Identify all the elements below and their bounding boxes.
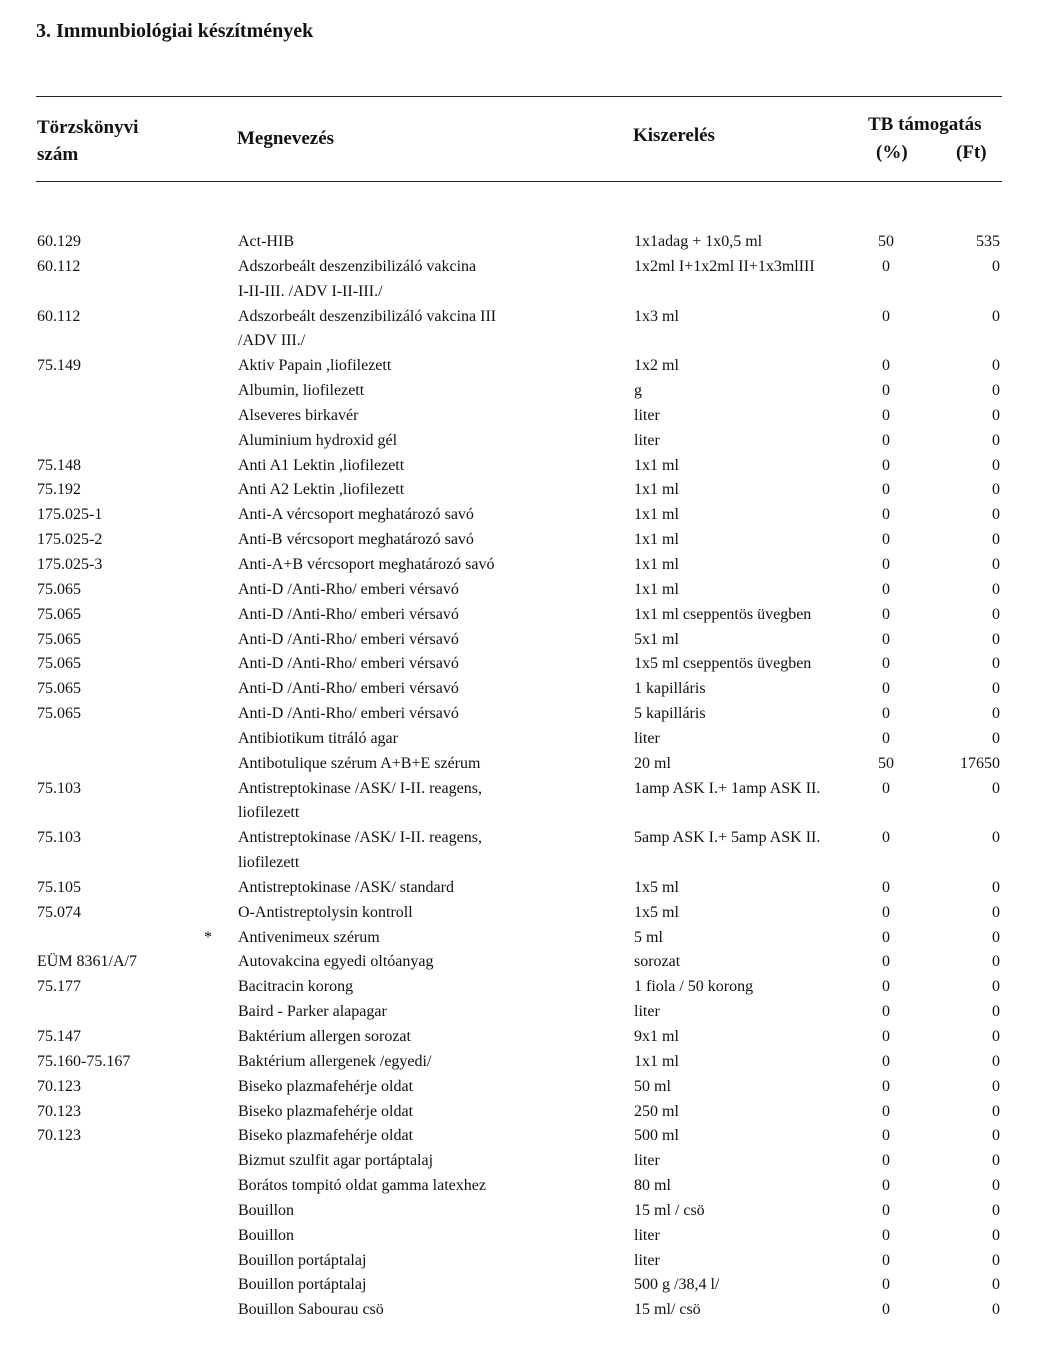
ft-cell: 0 [992,1028,1000,1045]
table-row [0,1174,1050,1199]
pct-cell: 0 [882,307,890,325]
pct-cell: 0 [882,1276,890,1294]
pct-cell: 0 [882,1127,890,1145]
pack-cell: 1amp ASK I.+ 1amp ASK II. [634,779,821,797]
ft-cell: 0 [992,1052,1000,1070]
header-bottom-rule [36,181,1002,182]
name-cell: Anti-D /Anti-Rho/ emberi vérsavó [238,630,459,648]
table-row [0,1249,1050,1274]
name-cell: liofilezett [238,804,300,822]
pct-cell: 0 [882,829,890,847]
name-cell: I-II-III. /ADV I-II-III./ [238,282,383,300]
table-row [0,503,1050,528]
ft-cell: 0 [992,605,1000,623]
header-top-rule [36,96,1002,97]
reg-no-cell: 75.105 [37,878,81,896]
pack-cell: 5 kapilláris [634,705,706,723]
pack-cell: 5x1 ml [634,630,679,648]
table-row [0,1224,1050,1249]
table-row [0,677,1050,702]
reg-no-header: Törzskönyvi [37,117,139,138]
table-row [0,379,1050,404]
ft-cell: 0 [992,1201,1000,1219]
pct-cell: 0 [882,506,890,524]
reg-no-cell: 75.147 [37,1028,81,1045]
name-cell: Anti A1 Lektin ,liofilezett [238,456,405,474]
ft-cell: 0 [992,655,1000,673]
pack-cell: liter [634,729,660,747]
pack-cell: 1x1adag + 1x0,5 ml [634,233,763,250]
pct-cell: 0 [882,1177,890,1195]
name-cell: Baktérium allergenek /egyedi/ [238,1052,432,1070]
table-row [0,603,1050,628]
ft-cell: 535 [976,233,1000,250]
table-row [0,1100,1050,1125]
table-row [0,926,1050,951]
pct-cell: 0 [882,1052,890,1070]
name-cell: Antibiotikum titráló agar [238,729,398,747]
pack-cell: 1x5 ml [634,903,679,921]
ft-cell: 0 [992,705,1000,723]
reg-no-cell: 75.065 [37,605,81,623]
pack-cell: 5 ml [634,928,663,946]
name-cell: Adszorbeált deszenzibilizáló vakcina III [238,307,497,325]
table-row [0,1050,1050,1075]
pct-cell: 0 [882,878,890,896]
name-cell: Anti-B vércsoport meghatározó savó [238,531,474,549]
ft-cell: 0 [992,829,1000,847]
table-row [0,826,1050,851]
table-row [0,454,1050,479]
table-row [0,1075,1050,1100]
ft-cell: 0 [992,680,1000,698]
table-row [0,851,1050,876]
name-cell: Borátos tompitó oldat gamma latexhez [238,1177,486,1195]
reg-no-cell: 60.112 [37,307,81,325]
name-cell: Baird - Parker alapagar [238,1003,387,1021]
table-row [0,702,1050,727]
pack-cell: 1x1 ml [634,555,679,573]
ft-cell: 0 [992,1226,1000,1244]
ft-cell: 0 [992,903,1000,921]
pack-cell: 1x1 ml [634,506,679,524]
reg-no-cell: 75.192 [37,481,81,499]
pack-cell: 50 ml [634,1077,671,1095]
pack-cell: sorozat [634,953,681,971]
reg-no-cell: 75.065 [37,705,81,723]
row-mark: * [204,928,212,946]
pct-cell: 0 [882,903,890,921]
ft-cell: 0 [992,406,1000,424]
name-cell: Anti-A vércsoport meghatározó savó [238,506,474,524]
reg-no-cell: 70.123 [37,1127,81,1145]
table-row [0,329,1050,354]
pct-cell: 0 [882,1226,890,1244]
name-cell: Anti-A+B vércsoport meghatározó savó [238,555,495,573]
pct-cell: 0 [882,580,890,598]
pack-cell: 500 g /38,4 l/ [634,1276,720,1294]
table-row [0,801,1050,826]
pct-cell: 0 [882,1301,890,1319]
pack-cell: 500 ml [634,1127,679,1145]
pct-cell: 0 [882,1077,890,1095]
pack-cell: 20 ml [634,754,671,772]
reg-no-cell: 75.103 [37,779,81,797]
tb-support-header: TB támogatás [868,114,982,135]
pack-cell: 15 ml / csö [634,1201,705,1219]
pack-cell: 1x2 ml [634,357,679,375]
reg-no-cell: 75.065 [37,680,81,698]
ft-header: (Ft) [956,142,987,163]
pack-cell: 250 ml [634,1102,679,1120]
ft-cell: 0 [992,506,1000,524]
name-header: Megnevezés [237,128,335,149]
reg-no-cell: 175.025-2 [37,531,103,549]
name-cell: Biseko plazmafehérje oldat [238,1077,414,1095]
pack-cell: 15 ml/ csö [634,1301,701,1319]
ft-cell: 0 [992,1003,1000,1021]
pack-cell: g [634,382,642,400]
name-cell: Bacitracin korong [238,978,354,996]
table-row [0,628,1050,653]
pct-header: (%) [876,142,908,163]
ft-cell: 0 [992,1077,1000,1095]
name-cell: Albumin, liofilezett [238,382,365,400]
pct-cell: 50 [878,754,894,772]
page-title: 3. Immunbiológiai készítmények [36,20,314,42]
ft-cell: 0 [992,431,1000,449]
pct-cell: 0 [882,1152,890,1170]
pack-cell: 1 fiola / 50 korong [634,978,754,996]
pct-cell: 0 [882,1201,890,1219]
table-row [0,404,1050,429]
pack-cell: 1x3 ml [634,307,679,325]
reg-no-cell: EÜM 8361/A/7 [37,953,137,971]
pack-cell: 1x1 ml [634,531,679,549]
name-cell: Antibotulique szérum A+B+E szérum [238,754,481,772]
table-row [0,255,1050,280]
name-cell: Anti-D /Anti-Rho/ emberi vérsavó [238,605,459,623]
ft-cell: 0 [992,1301,1000,1319]
pack-cell: 1x5 ml [634,878,679,896]
reg-no-cell: 75.177 [37,978,81,996]
pack-cell: 1x1 ml [634,481,679,499]
name-cell: Biseko plazmafehérje oldat [238,1102,414,1120]
table-row [0,1149,1050,1174]
name-cell: Biseko plazmafehérje oldat [238,1127,414,1145]
name-cell: Alseveres birkavér [238,406,359,424]
reg-no-cell: 75.160-75.167 [37,1052,131,1070]
table-row [0,429,1050,454]
table-row [0,230,1050,255]
name-cell: O-Antistreptolysin kontroll [238,903,413,921]
name-cell: Bizmut szulfit agar portáptalaj [238,1152,434,1170]
pct-cell: 0 [882,1003,890,1021]
name-cell: Bouillon portáptalaj [238,1276,367,1294]
pack-cell: 1 kapilláris [634,680,706,698]
ft-cell: 0 [992,456,1000,474]
name-cell: Antistreptokinase /ASK/ standard [238,878,454,896]
pct-cell: 0 [882,779,890,797]
ft-cell: 0 [992,953,1000,971]
reg-no-cell: 75.065 [37,630,81,648]
table-row [0,305,1050,330]
name-cell: Anti-D /Anti-Rho/ emberi vérsavó [238,705,459,723]
name-cell: Autovakcina egyedi oltóanyag [238,953,434,971]
ft-cell: 0 [992,1177,1000,1195]
reg-no-cell: 75.148 [37,456,81,474]
pack-cell: 80 ml [634,1177,671,1195]
reg-no-cell: 60.129 [37,233,81,250]
ft-cell: 0 [992,878,1000,896]
pct-cell: 0 [882,705,890,723]
name-cell: Antistreptokinase /ASK/ I-II. reagens, [238,779,482,797]
pct-cell: 0 [882,680,890,698]
table-row [0,777,1050,802]
name-cell: Bouillon [238,1226,295,1244]
name-cell: Anti-D /Anti-Rho/ emberi vérsavó [238,580,459,598]
ft-cell: 0 [992,257,1000,275]
pct-cell: 0 [882,555,890,573]
pct-cell: 0 [882,456,890,474]
reg-no-cell: 75.065 [37,580,81,598]
pct-cell: 0 [882,1028,890,1045]
ft-cell: 0 [992,1102,1000,1120]
table-row [0,901,1050,926]
pct-cell: 0 [882,531,890,549]
name-cell: Anti-D /Anti-Rho/ emberi vérsavó [238,680,459,698]
pct-cell: 0 [882,729,890,747]
pack-cell: 5amp ASK I.+ 5amp ASK II. [634,829,821,847]
ft-cell: 0 [992,357,1000,375]
name-cell: Bouillon Sabourau csö [238,1301,384,1319]
reg-no-cell: 75.065 [37,655,81,673]
name-cell: Antivenimeux szérum [238,928,380,946]
table-row [0,528,1050,553]
name-cell: Act-HIB [238,233,294,250]
pct-cell: 0 [882,257,890,275]
ft-cell: 0 [992,928,1000,946]
ft-cell: 0 [992,580,1000,598]
table-row [0,752,1050,777]
table-row [0,1273,1050,1298]
ft-cell: 0 [992,1276,1000,1294]
table-row [0,1298,1050,1323]
name-cell: Anti-D /Anti-Rho/ emberi vérsavó [238,655,459,673]
pack-cell: liter [634,431,660,449]
pack-header: Kiszerelés [633,125,715,146]
table-row [0,975,1050,1000]
pct-cell: 0 [882,1251,890,1269]
pack-cell: liter [634,1003,660,1021]
reg-no-cell: 60.112 [37,257,81,275]
ft-cell: 0 [992,382,1000,400]
pack-cell: liter [634,1251,660,1269]
pack-cell: 1x2ml I+1x2ml II+1x3mlIII [634,257,815,275]
pack-cell: 9x1 ml [634,1028,679,1045]
pct-cell: 0 [882,928,890,946]
reg-no-cell: 75.149 [37,357,81,375]
table-row [0,652,1050,677]
ft-cell: 0 [992,630,1000,648]
ft-cell: 0 [992,481,1000,499]
pct-cell: 50 [878,233,894,250]
ft-cell: 0 [992,729,1000,747]
pct-cell: 0 [882,481,890,499]
name-cell: liofilezett [238,854,300,872]
pct-cell: 0 [882,605,890,623]
pct-cell: 0 [882,382,890,400]
table-row [0,950,1050,975]
pct-cell: 0 [882,630,890,648]
table-row [0,478,1050,503]
reg-no-cell: 70.123 [37,1102,81,1120]
name-cell: /ADV III./ [238,332,306,350]
pack-cell: 1x1 ml [634,580,679,598]
name-cell: Aktiv Papain ,liofilezett [238,357,392,375]
pack-cell: liter [634,1152,660,1170]
pct-cell: 0 [882,431,890,449]
ft-cell: 0 [992,1251,1000,1269]
name-cell: Adszorbeált deszenzibilizáló vakcina [238,257,477,275]
pack-cell: 1x5 ml cseppentös üvegben [634,655,812,673]
ft-cell: 0 [992,555,1000,573]
name-cell: Antistreptokinase /ASK/ I-II. reagens, [238,829,482,847]
pct-cell: 0 [882,406,890,424]
pct-cell: 0 [882,978,890,996]
name-cell: Baktérium allergen sorozat [238,1028,411,1045]
table-row [0,1199,1050,1224]
name-cell: Aluminium hydroxid gél [238,431,398,449]
table-row [0,876,1050,901]
ft-cell: 0 [992,531,1000,549]
table-row [0,1124,1050,1149]
pack-cell: 1x1 ml [634,456,679,474]
table-row [0,553,1050,578]
reg-no-cell: 75.103 [37,829,81,847]
pack-cell: liter [634,1226,660,1244]
pack-cell: liter [634,406,660,424]
product-table [0,230,1050,1323]
pct-cell: 0 [882,953,890,971]
reg-no-header-line2: szám [37,144,79,165]
ft-cell: 0 [992,779,1000,797]
table-row [0,1000,1050,1025]
pack-cell: 1x1 ml [634,1052,679,1070]
pct-cell: 0 [882,655,890,673]
name-cell: Bouillon portáptalaj [238,1251,367,1269]
table-row [0,280,1050,305]
table-row [0,354,1050,379]
pct-cell: 0 [882,1102,890,1120]
name-cell: Anti A2 Lektin ,liofilezett [238,481,405,499]
table-row [0,1025,1050,1050]
reg-no-cell: 175.025-3 [37,555,103,573]
name-cell: Bouillon [238,1201,295,1219]
pack-cell: 1x1 ml cseppentös üvegben [634,605,812,623]
ft-cell: 0 [992,1152,1000,1170]
pct-cell: 0 [882,357,890,375]
ft-cell: 0 [992,1127,1000,1145]
table-row [0,727,1050,752]
table-row [0,578,1050,603]
reg-no-cell: 175.025-1 [37,506,103,524]
reg-no-cell: 70.123 [37,1077,81,1095]
ft-cell: 0 [992,978,1000,996]
ft-cell: 17650 [960,754,1000,772]
ft-cell: 0 [992,307,1000,325]
reg-no-cell: 75.074 [37,903,81,921]
